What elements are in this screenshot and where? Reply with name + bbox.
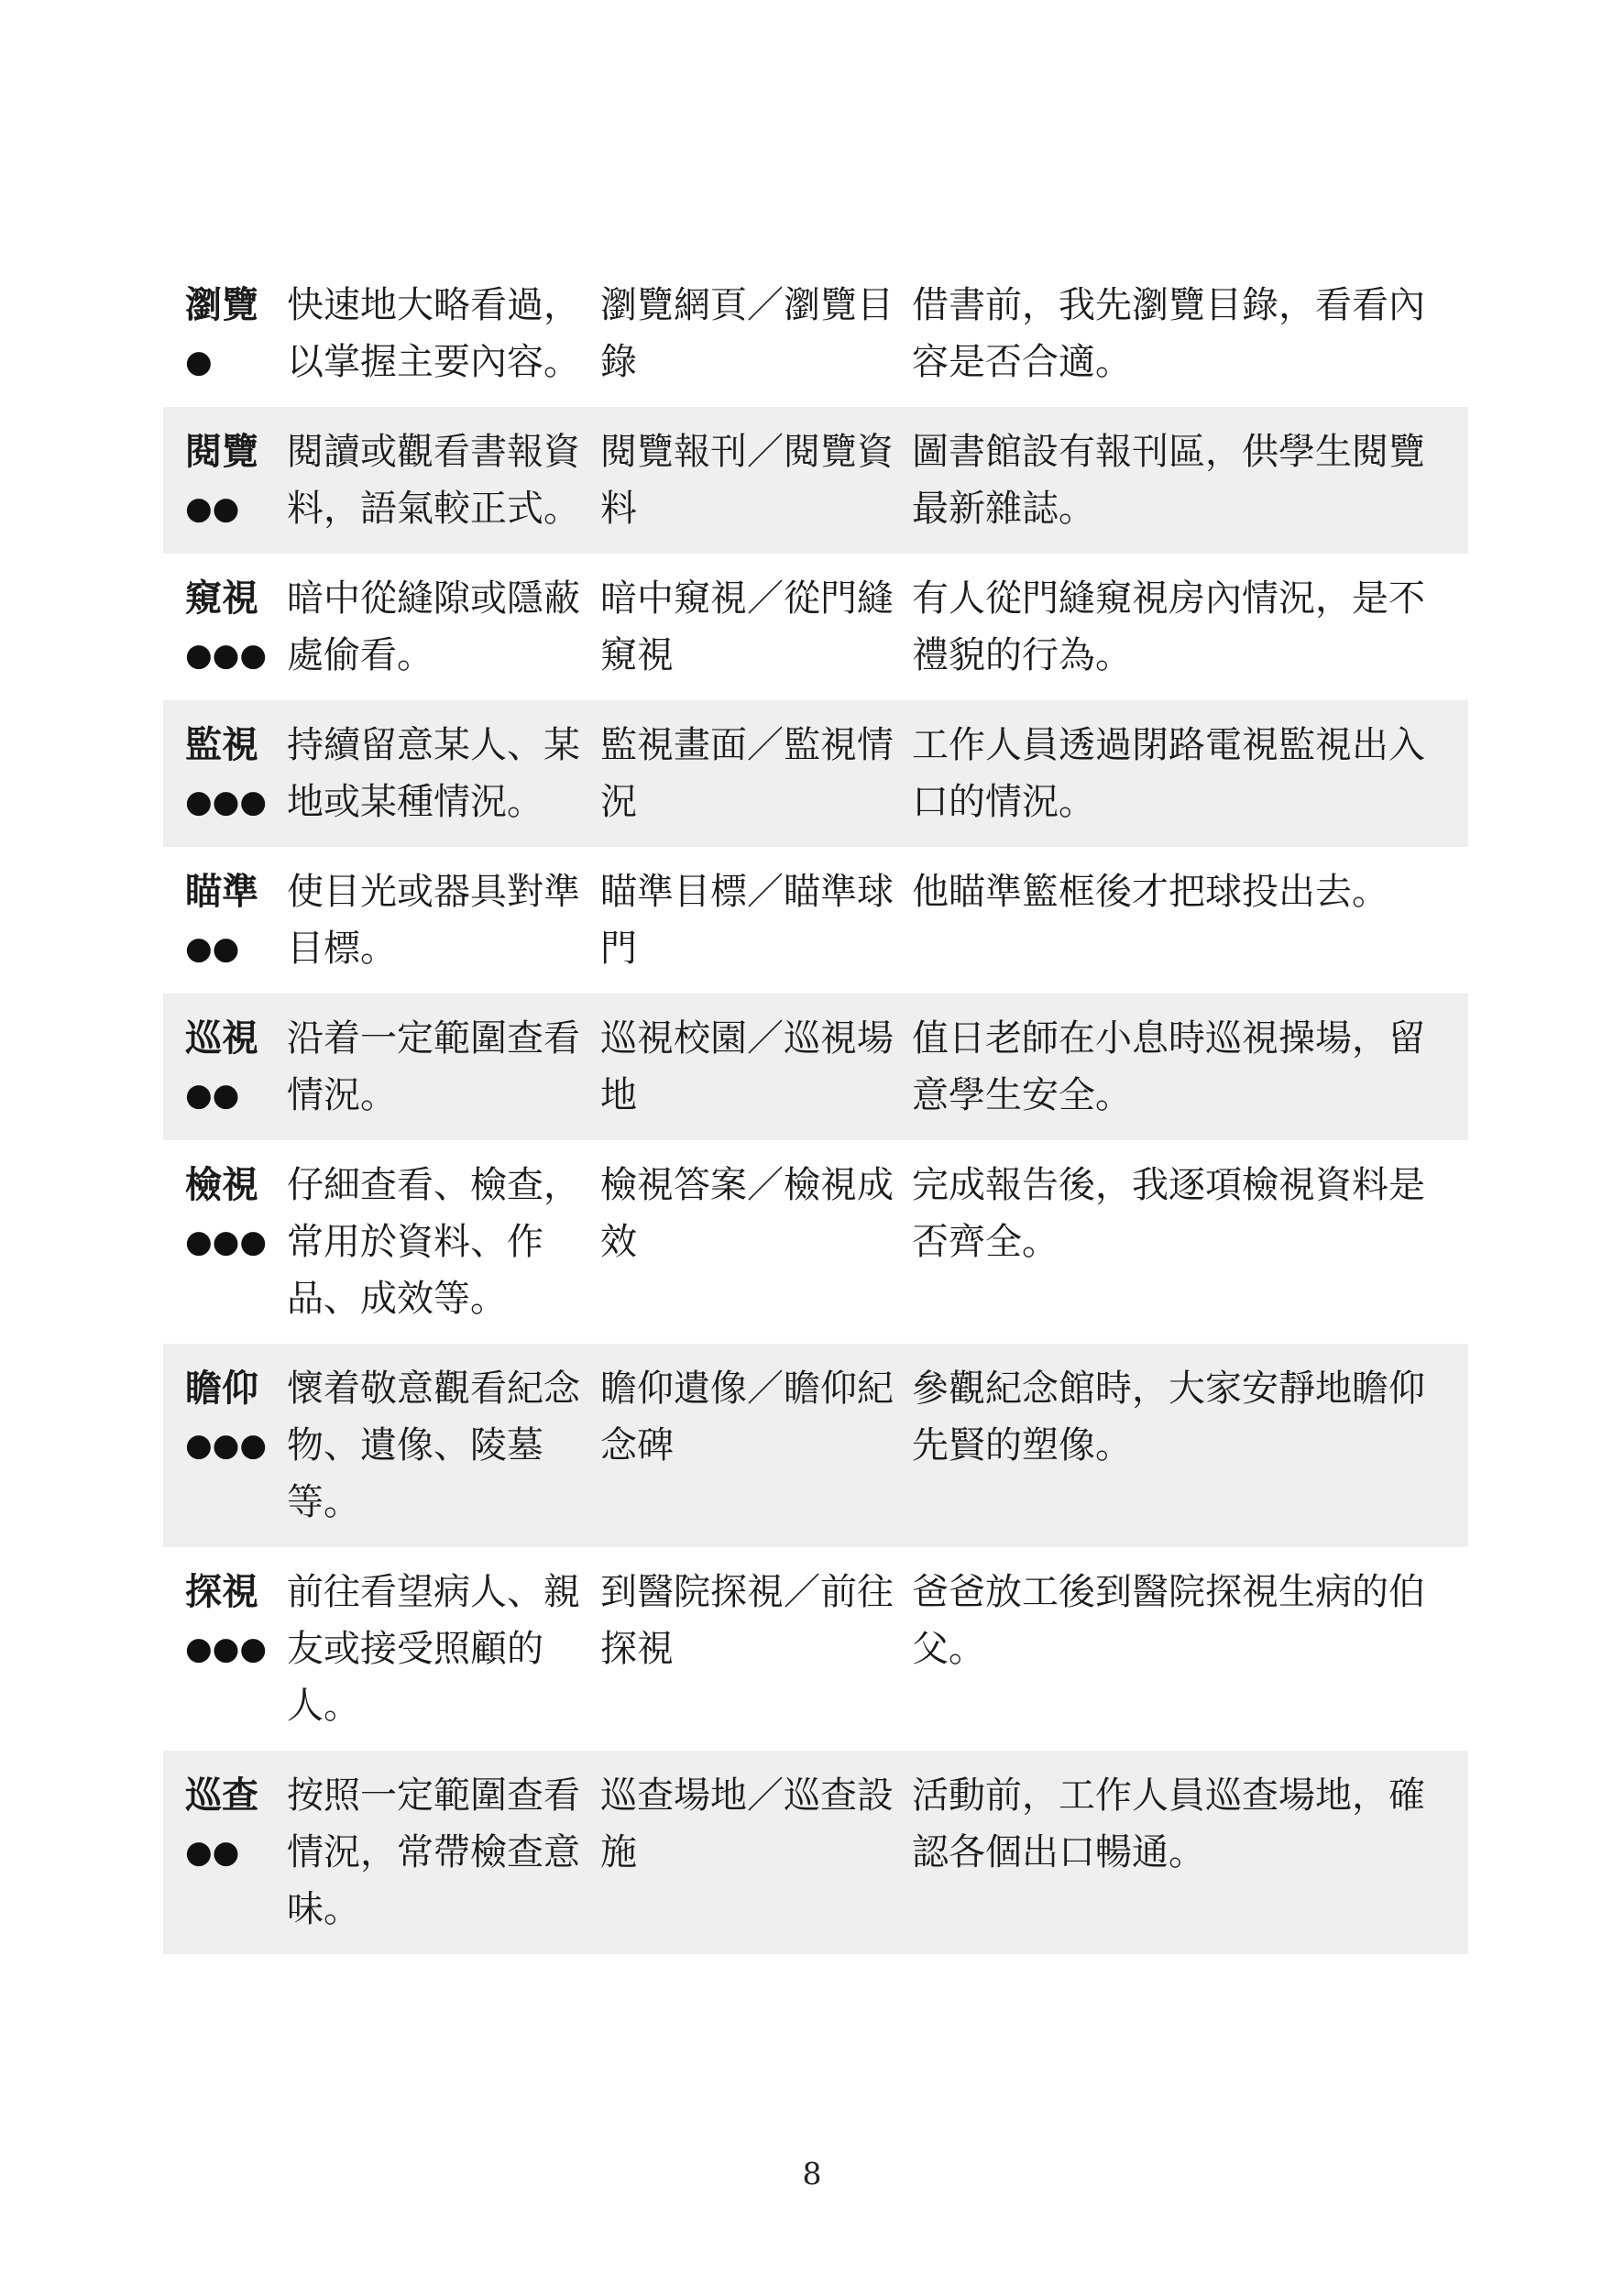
difficulty-dots: ●●	[185, 1077, 240, 1114]
table-row	[163, 1751, 1468, 1954]
word-cell	[163, 554, 287, 700]
example-cell: 工作人員透過閉路電視監視出入口的情況。	[912, 700, 1468, 847]
word-cell	[163, 847, 287, 994]
definition-cell: 閱讀或觀看書報資料，語氣較正式。	[287, 407, 600, 554]
vocab-word: 巡查	[185, 1774, 258, 1817]
definition-cell: 沿着一定範圍查看情況。	[287, 994, 600, 1140]
table-row	[163, 994, 1468, 1140]
definition-cell: 前往看望病人、親友或接受照顧的人。	[287, 1571, 580, 1727]
difficulty-dots: ●●●	[185, 784, 268, 820]
difficulty-dots: ●●●	[185, 1631, 268, 1667]
vocab-word: 探視	[185, 1571, 258, 1613]
vocab-word: 瀏覽	[185, 284, 258, 326]
table-row	[163, 1140, 1468, 1344]
word-cell	[163, 1547, 287, 1751]
table-row	[163, 1344, 1468, 1547]
difficulty-dots: ●	[185, 344, 213, 380]
collocation-cell: 監視畫面／監視情況	[600, 700, 912, 847]
definition-cell: 持續留意某人、某地或某種情況。	[287, 700, 600, 847]
difficulty-dots: ●●	[185, 1834, 240, 1871]
collocation-cell: 瞻仰遺像／瞻仰紀念碑	[600, 1344, 912, 1547]
vocab-word: 監視	[185, 724, 258, 766]
word-cell	[163, 1751, 287, 1954]
example-cell: 有人從門縫窺視房內情況，是不禮貌的行為。	[912, 577, 1425, 676]
difficulty-dots: ●●	[185, 490, 240, 527]
collocation-cell: 閱覽報刊／閱覽資料	[600, 407, 912, 554]
word-cell	[163, 407, 287, 554]
vocab-word: 閱覽	[185, 431, 258, 473]
vocab-word: 檢視	[185, 1164, 258, 1206]
vocab-word: 窺視	[185, 577, 258, 620]
difficulty-dots: ●●●	[185, 1224, 268, 1260]
definition-cell: 使目光或器具對準目標。	[287, 871, 580, 970]
table-row	[163, 847, 1468, 994]
collocation-cell: 到醫院探視／前往探視	[600, 1571, 894, 1670]
vocab-word: 巡視	[185, 1017, 258, 1060]
table-row	[163, 700, 1468, 847]
table-row	[163, 407, 1468, 554]
page-number: 8	[802, 2156, 822, 2192]
difficulty-dots: ●●	[185, 930, 240, 967]
example-cell: 完成報告後，我逐項檢視資料是否齊全。	[912, 1164, 1425, 1263]
collocation-cell: 檢視答案／檢視成效	[600, 1164, 894, 1263]
example-cell: 參觀紀念館時，大家安靜地瞻仰先賢的塑像。	[912, 1344, 1468, 1547]
word-cell	[163, 1344, 287, 1547]
vocab-word: 瞄準	[185, 871, 258, 913]
collocation-cell: 巡視校園／巡視場地	[600, 994, 912, 1140]
difficulty-dots: ●●●	[185, 1427, 268, 1464]
definition-cell: 按照一定範圍查看情況，常帶檢查意味。	[287, 1751, 600, 1954]
example-cell: 借書前，我先瀏覽目錄，看看內容是否合適。	[912, 284, 1425, 383]
vocabulary-table	[163, 260, 1468, 1954]
table-row	[163, 554, 1468, 700]
example-cell: 值日老師在小息時巡視操場，留意學生安全。	[912, 994, 1468, 1140]
definition-cell: 懷着敬意觀看紀念物、遺像、陵墓等。	[287, 1344, 600, 1547]
definition-cell: 仔細查看、檢查，常用於資料、作品、成效等。	[287, 1164, 580, 1320]
table-row	[163, 260, 1468, 407]
example-cell: 圖書館設有報刊區，供學生閱覽最新雜誌。	[912, 407, 1468, 554]
word-cell	[163, 994, 287, 1140]
word-cell	[163, 1140, 287, 1344]
example-cell: 他瞄準籃框後才把球投出去。	[912, 871, 1388, 913]
collocation-cell: 暗中窺視／從門縫窺視	[600, 577, 894, 676]
collocation-cell: 瞄準目標／瞄準球門	[600, 871, 894, 970]
definition-cell: 暗中從縫隙或隱蔽處偷看。	[287, 577, 580, 676]
word-cell	[163, 700, 287, 847]
example-cell: 爸爸放工後到醫院探視生病的伯父。	[912, 1571, 1425, 1670]
collocation-cell: 瀏覽網頁／瀏覽目錄	[600, 284, 894, 383]
table-row	[163, 1547, 1468, 1751]
vocab-word: 瞻仰	[185, 1368, 258, 1410]
word-cell	[163, 260, 287, 407]
example-cell: 活動前，工作人員巡查場地，確認各個出口暢通。	[912, 1751, 1468, 1954]
difficulty-dots: ●●●	[185, 637, 268, 674]
collocation-cell: 巡查場地／巡查設施	[600, 1751, 912, 1954]
definition-cell: 快速地大略看過，以掌握主要內容。	[287, 284, 580, 383]
